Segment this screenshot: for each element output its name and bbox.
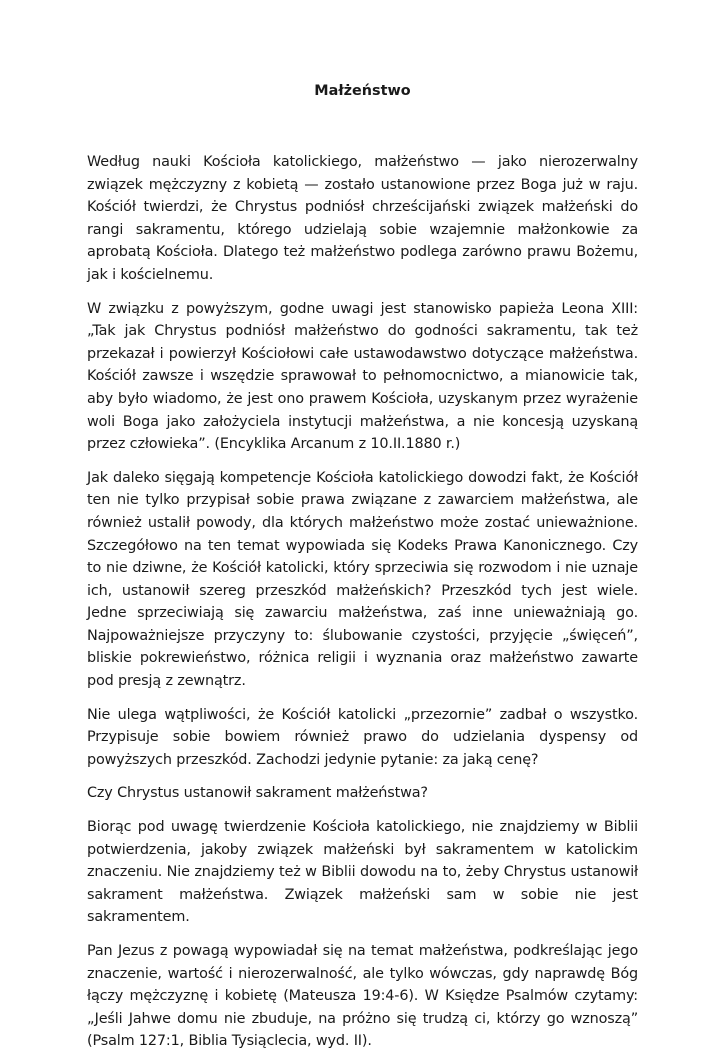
document-page xyxy=(87,80,638,1064)
paragraph-6: Biorąc pod uwagę twierdzenie Kościoła katolickiego, nie znajdziemy w Biblii potwierdzenia, jakoby związek małżeński był sakramentem w katolickim znaczeniu. Nie znajdziemy też w Biblii dowodu na to, żeby Chrystus ustanowił sakrament małżeństwa. Związek małżeński sam w sobie nie jest sakramentem. xyxy=(87,819,638,926)
paragraph-2: W związku z powyższym, godne uwagi jest stanowisko papieża Leona XIII: „Tak jak Chrystus podniósł małżeństwo do godności sakramentu, tak też przekazał i powierzył Kościołowi całe ustawodawstwo dotyczące małżeństwa. Kościół zawsze i wszędzie sprawował to pełnomocnictwo, a mianowicie tak, aby było wiadomo, że jest ono prawem Kościoła, uzyskanym przez wyrażenie woli Boga jako założyciela instytucji małżeństwa, a nie koncesją uzyskaną przez człowieka”. (Encyklika Arcanum z 10.II.1880 r.) xyxy=(87,300,638,453)
paragraph-4: Nie ulega wątpliwości, że Kościół katolicki „przezornie” zadbał o wszystko. Przypisuje sobie bowiem również prawo do udzielania dyspensy od powyższych przeszkód. Zachodzi jedynie pytanie: za jaką cenę? xyxy=(87,706,638,768)
page-title: Małżeństwo xyxy=(314,83,411,99)
paragraph-3: Jak daleko sięgają kompetencje Kościoła katolickiego dowodzi fakt, że Kościół ten nie tylko przypisał sobie prawa związane z zawarciem małżeństwa, ale również ustalił powody, dla których małżeństwo może zostać unieważnione. Szczegółowo na ten temat wypowiada się Kodeks Prawa Kanonicznego. Czy to nie dziwne, że Kościół katolicki, który sprzeciwia się rozwodom i nie uznaje ich, ustanowił szereg przeszkód małżeńskich? Przeszkód tych jest wiele. Jedne sprzeciwiają się zawarciu małżeństwa, zaś inne unieważniają go. Najpoważniejsze przyczyny to: ślubowanie czystości, przyjęcie „święceń”, bliskie pokrewieństwo, różnica religii i wyznania oraz małżeństwo zawarte pod presją z zewnątrz. xyxy=(87,469,638,690)
paragraph-7: Pan Jezus z powagą wypowiadał się na temat małżeństwa, podkreślając jego znaczenie, wartość i nierozerwalność, ale tylko wówczas, gdy naprawdę Bóg łączy mężczyznę i kobietę (Mateusza 19:4-6). W Księdze Psalmów czytamy: „Jeśli Jahwe domu nie zbuduje, na próżno się trudzą ci, którzy go wznoszą” (Psalm 127:1, Biblia Tysiąclecia, wyd. II). xyxy=(87,943,638,1050)
paragraph-5: Czy Chrystus ustanowił sakrament małżeństwa? xyxy=(87,785,428,802)
paragraph-1: Według nauki Kościoła katolickiego, małżeństwo — jako nierozerwalny związek mężczyzny z kobietą — zostało ustanowione przez Boga już w raju. Kościół twierdzi, że Chrystus podniósł chrześcijański związek małżeński do rangi sakramentu, którego udzielają sobie wzajemnie małżonkowie za aprobatą Kościoła. Dlatego też małżeństwo podlega zarówno prawu Bożemu, jak i kościelnemu. xyxy=(87,154,638,283)
